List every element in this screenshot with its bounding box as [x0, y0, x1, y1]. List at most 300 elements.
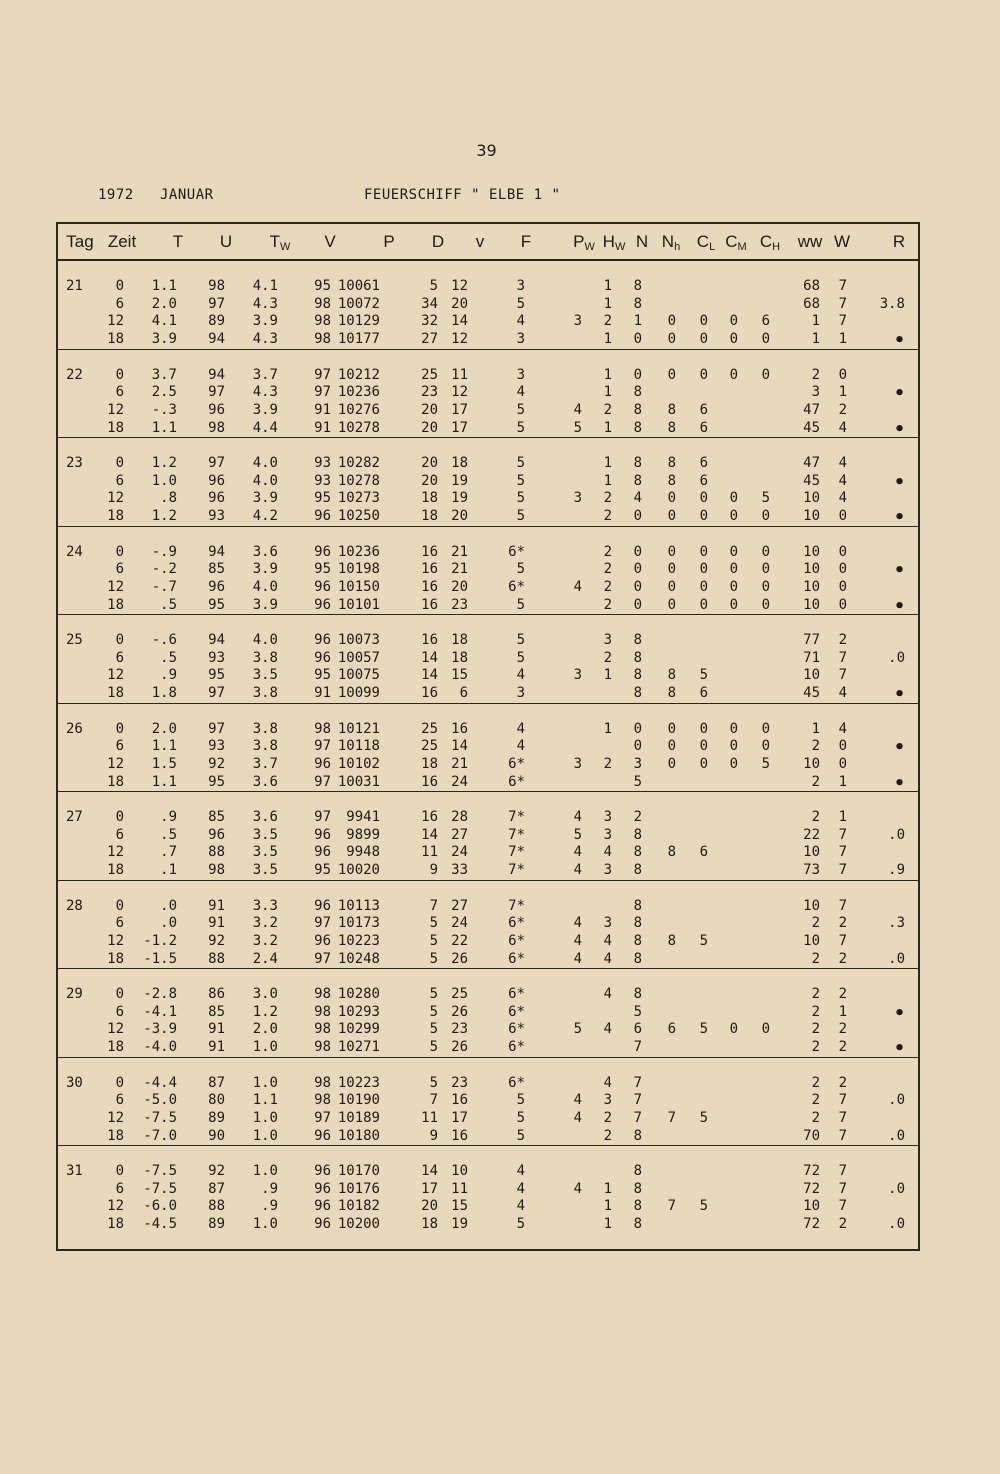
group-divider — [58, 1057, 918, 1058]
cell-n: 8 — [633, 915, 642, 932]
cell-ww: 72 — [803, 1216, 820, 1233]
cell-nh: 0 — [667, 508, 676, 525]
cell-cl: 0 — [699, 755, 708, 772]
cell-vv: 19 — [451, 490, 468, 507]
cell-d: 25 — [421, 720, 438, 737]
cell-vv: 21 — [451, 543, 468, 560]
cell-pw: 4 — [573, 915, 582, 932]
cell-f: 7* — [508, 809, 525, 825]
cell-hw: 2 — [603, 755, 612, 772]
cell-vv: 17 — [451, 401, 468, 418]
cell-zeit: 18 — [107, 862, 124, 879]
cell-hw: 1 — [603, 278, 612, 294]
cell-r: .0 — [888, 1092, 905, 1109]
cell-d: 25 — [421, 738, 438, 755]
cell-d: 20 — [421, 401, 438, 418]
cell-hw: 3 — [603, 1092, 612, 1109]
group-divider — [58, 349, 918, 350]
cell-ww: 2 — [811, 1021, 820, 1038]
cell-u: 96 — [208, 490, 225, 507]
cell-nh: 0 — [667, 596, 676, 613]
day-tag: 25 — [66, 632, 83, 648]
cell-p: 10072 — [337, 295, 380, 312]
cell-cl: 5 — [699, 1021, 708, 1038]
cell-d: 14 — [421, 649, 438, 666]
cell-f: 5 — [516, 419, 525, 436]
cell-w: 4 — [838, 720, 847, 737]
cell-cl: 5 — [699, 667, 708, 684]
cell-ww: 10 — [803, 543, 820, 560]
cell-n: 7 — [633, 1109, 642, 1126]
cell-ch: 0 — [761, 738, 770, 755]
cell-ww: 1 — [811, 313, 820, 330]
cell-n: 4 — [633, 490, 642, 507]
cell-t: 1.1 — [151, 738, 177, 755]
cell-hw: 2 — [603, 490, 612, 507]
cell-tw: 1.0 — [252, 1074, 278, 1091]
cell-ww: 72 — [803, 1163, 820, 1179]
cell-vv: 18 — [451, 455, 468, 471]
cell-hw: 2 — [603, 1127, 612, 1144]
group-divider — [58, 437, 918, 438]
column-header-label: R — [892, 232, 906, 251]
cell-p: 10101 — [337, 596, 380, 613]
cell-f: 5 — [516, 1216, 525, 1233]
column-header-label: P — [573, 232, 585, 251]
cell-t: 2.0 — [151, 720, 177, 737]
cell-zeit: 0 — [115, 278, 124, 294]
cell-w: 0 — [838, 543, 847, 560]
cell-u: 95 — [208, 773, 225, 790]
cell-f: 5 — [516, 455, 525, 471]
cell-n: 0 — [633, 331, 642, 348]
cell-t: 3.7 — [151, 366, 177, 383]
cell-n: 8 — [633, 1180, 642, 1197]
day-tag: 28 — [66, 897, 83, 914]
cell-n: 8 — [633, 1163, 642, 1179]
day-tag: 27 — [66, 809, 83, 825]
cell-n: 8 — [633, 950, 642, 967]
cell-hw: 3 — [603, 862, 612, 879]
cell-zeit: 12 — [107, 1198, 124, 1215]
cell-f: 3 — [516, 331, 525, 348]
cell-d: 16 — [421, 685, 438, 702]
column-header-subscript: L — [709, 241, 716, 253]
cell-r: • — [894, 1038, 905, 1060]
column-header-subscript: W — [280, 241, 291, 253]
cell-v: 95 — [314, 561, 331, 578]
column-header-label: Zeit — [107, 232, 137, 251]
cell-p: 10273 — [337, 490, 380, 507]
cell-vv: 25 — [451, 986, 468, 1002]
cell-u: 92 — [208, 932, 225, 949]
cell-v: 96 — [314, 1163, 331, 1179]
cell-w: 7 — [838, 1109, 847, 1126]
cell-ww: 73 — [803, 862, 820, 879]
cell-v: 97 — [314, 809, 331, 825]
cell-zeit: 0 — [115, 897, 124, 914]
column-header-label: N — [635, 232, 649, 251]
cell-w: 0 — [838, 366, 847, 383]
cell-zeit: 18 — [107, 1216, 124, 1233]
cell-v: 98 — [314, 1074, 331, 1091]
cell-hw: 2 — [603, 401, 612, 418]
cell-ww: 70 — [803, 1127, 820, 1144]
cell-d: 16 — [421, 596, 438, 613]
cell-f: 5 — [516, 632, 525, 648]
cell-u: 87 — [208, 1074, 225, 1091]
cell-r: .3 — [888, 915, 905, 932]
cell-ww: 47 — [803, 455, 820, 471]
cell-f: 4 — [516, 313, 525, 330]
group-divider — [58, 614, 918, 615]
cell-d: 18 — [421, 508, 438, 525]
cell-n: 8 — [633, 932, 642, 949]
page-number: 39 — [476, 141, 497, 160]
cell-v: 98 — [314, 720, 331, 737]
cell-ww: 10 — [803, 667, 820, 684]
cell-v: 98 — [314, 1021, 331, 1038]
cell-pw: 4 — [573, 1180, 582, 1197]
cell-zeit: 12 — [107, 844, 124, 861]
cell-n: 7 — [633, 1039, 642, 1056]
cell-n: 2 — [633, 809, 642, 825]
cell-tw: 1.0 — [252, 1039, 278, 1056]
cell-f: 6* — [508, 1074, 525, 1091]
cell-ww: 45 — [803, 472, 820, 489]
cell-ww: 10 — [803, 596, 820, 613]
cell-cm: 0 — [729, 490, 738, 507]
cell-u: 89 — [208, 313, 225, 330]
cell-r: • — [894, 330, 905, 352]
cell-p: 10223 — [337, 932, 380, 949]
cell-n: 8 — [633, 844, 642, 861]
cell-d: 5 — [429, 1039, 438, 1056]
cell-ww: 3 — [811, 384, 820, 401]
column-header-p — [383, 232, 394, 252]
cell-t: -4.5 — [143, 1216, 177, 1233]
cell-nh: 0 — [667, 561, 676, 578]
cell-u: 90 — [208, 1127, 225, 1144]
cell-hw: 1 — [603, 1198, 612, 1215]
cell-tw: 4.1 — [252, 278, 278, 294]
cell-n: 7 — [633, 1074, 642, 1091]
cell-w: 7 — [838, 1092, 847, 1109]
cell-p: 10182 — [337, 1198, 380, 1215]
cell-t: -6.0 — [143, 1198, 177, 1215]
cell-f: 4 — [516, 667, 525, 684]
cell-f: 5 — [516, 1127, 525, 1144]
cell-tw: 4.0 — [252, 472, 278, 489]
column-header-t — [173, 232, 183, 252]
cell-w: 2 — [838, 915, 847, 932]
cell-tw: 3.5 — [252, 826, 278, 843]
cell-ww: 10 — [803, 755, 820, 772]
cell-pw: 3 — [573, 490, 582, 507]
cell-ww: 10 — [803, 561, 820, 578]
cell-zeit: 0 — [115, 1163, 124, 1179]
cell-vv: 23 — [451, 1021, 468, 1038]
cell-f: 6* — [508, 915, 525, 932]
cell-v: 98 — [314, 1092, 331, 1109]
cell-t: .0 — [160, 897, 177, 914]
cell-t: -.2 — [151, 561, 177, 578]
cell-n: 0 — [633, 561, 642, 578]
cell-cl: 6 — [699, 685, 708, 702]
cell-v: 98 — [314, 1039, 331, 1056]
cell-vv: 15 — [451, 667, 468, 684]
cell-cl: 0 — [699, 596, 708, 613]
cell-v: 91 — [314, 401, 331, 418]
cell-t: .5 — [160, 649, 177, 666]
cell-pw: 4 — [573, 950, 582, 967]
cell-v: 97 — [314, 366, 331, 383]
column-header-subscript: h — [674, 241, 681, 253]
cell-r: .9 — [888, 862, 905, 879]
cell-u: 89 — [208, 1216, 225, 1233]
cell-d: 5 — [429, 932, 438, 949]
cell-ww: 47 — [803, 401, 820, 418]
cell-r: • — [894, 418, 905, 440]
cell-ww: 68 — [803, 295, 820, 312]
cell-cl: 6 — [699, 472, 708, 489]
cell-d: 5 — [429, 278, 438, 294]
cell-d: 16 — [421, 773, 438, 790]
cell-u: 98 — [208, 278, 225, 294]
cell-v: 98 — [314, 313, 331, 330]
cell-r: .0 — [888, 1127, 905, 1144]
cell-ww: 1 — [811, 720, 820, 737]
cell-tw: 3.2 — [252, 932, 278, 949]
cell-n: 8 — [633, 455, 642, 471]
cell-u: 96 — [208, 826, 225, 843]
cell-hw: 1 — [603, 1216, 612, 1233]
cell-p: 10020 — [337, 862, 380, 879]
cell-p: 10073 — [337, 632, 380, 648]
cell-w: 7 — [838, 1180, 847, 1197]
cell-vv: 20 — [451, 295, 468, 312]
cell-n: 8 — [633, 685, 642, 702]
cell-cl: 0 — [699, 490, 708, 507]
cell-r: • — [894, 684, 905, 706]
cell-cl: 6 — [699, 844, 708, 861]
cell-pw: 3 — [573, 755, 582, 772]
cell-ch: 0 — [761, 1021, 770, 1038]
cell-hw: 4 — [603, 986, 612, 1002]
cell-n: 8 — [633, 1198, 642, 1215]
cell-t: 1.1 — [151, 773, 177, 790]
cell-vv: 24 — [451, 915, 468, 932]
cell-d: 17 — [421, 1180, 438, 1197]
cell-cm: 0 — [729, 1021, 738, 1038]
cell-ch: 0 — [761, 508, 770, 525]
cell-t: -.7 — [151, 578, 177, 595]
cell-hw: 1 — [603, 472, 612, 489]
cell-v: 95 — [314, 862, 331, 879]
cell-v: 96 — [314, 649, 331, 666]
header-month: JANUAR — [160, 187, 214, 203]
cell-vv: 6 — [459, 685, 468, 702]
cell-vv: 16 — [451, 1092, 468, 1109]
cell-r: • — [894, 471, 905, 493]
cell-u: 88 — [208, 844, 225, 861]
cell-pw: 4 — [573, 932, 582, 949]
cell-p: 10121 — [337, 720, 380, 737]
cell-pw: 4 — [573, 809, 582, 825]
cell-pw: 3 — [573, 313, 582, 330]
column-header-vv — [476, 232, 485, 252]
cell-n: 5 — [633, 773, 642, 790]
cell-cm: 0 — [729, 508, 738, 525]
cell-tw: 4.0 — [252, 578, 278, 595]
column-header-ch — [760, 232, 780, 253]
cell-d: 18 — [421, 1216, 438, 1233]
cell-vv: 16 — [451, 720, 468, 737]
cell-u: 95 — [208, 667, 225, 684]
cell-n: 0 — [633, 596, 642, 613]
cell-t: -7.5 — [143, 1109, 177, 1126]
column-header-subscript: H — [772, 241, 781, 253]
cell-cl: 6 — [699, 401, 708, 418]
cell-t: 4.1 — [151, 313, 177, 330]
cell-t: -1.2 — [143, 932, 177, 949]
column-header-label: U — [219, 232, 233, 251]
cell-w: 2 — [838, 632, 847, 648]
cell-t: 2.5 — [151, 384, 177, 401]
cell-nh: 0 — [667, 490, 676, 507]
cell-pw: 4 — [573, 862, 582, 879]
cell-u: 85 — [208, 1003, 225, 1020]
cell-ch: 6 — [761, 313, 770, 330]
day-tag: 23 — [66, 455, 83, 471]
cell-r: • — [894, 507, 905, 529]
cell-ww: 10 — [803, 490, 820, 507]
cell-ch: 0 — [761, 720, 770, 737]
cell-u: 96 — [208, 578, 225, 595]
cell-f: 4 — [516, 1163, 525, 1179]
cell-f: 6* — [508, 1039, 525, 1056]
cell-t: 3.9 — [151, 331, 177, 348]
column-header-label: H — [602, 232, 615, 251]
cell-ww: 2 — [811, 1092, 820, 1109]
cell-u: 97 — [208, 685, 225, 702]
cell-tw: 3.7 — [252, 366, 278, 383]
day-tag: 22 — [66, 366, 83, 383]
cell-w: 1 — [838, 384, 847, 401]
cell-hw: 4 — [603, 950, 612, 967]
cell-p: 10212 — [337, 366, 380, 383]
cell-vv: 20 — [451, 508, 468, 525]
cell-nh: 7 — [667, 1109, 676, 1126]
cell-ww: 10 — [803, 932, 820, 949]
cell-u: 93 — [208, 508, 225, 525]
cell-zeit: 12 — [107, 401, 124, 418]
cell-hw: 2 — [603, 561, 612, 578]
cell-d: 5 — [429, 1021, 438, 1038]
cell-hw: 2 — [603, 649, 612, 666]
cell-t: -4.1 — [143, 1003, 177, 1020]
cell-d: 20 — [421, 472, 438, 489]
column-header-hw — [603, 232, 626, 253]
cell-n: 8 — [633, 384, 642, 401]
cell-w: 7 — [838, 295, 847, 312]
cell-ww: 77 — [803, 632, 820, 648]
cell-v: 96 — [314, 578, 331, 595]
cell-nh: 0 — [667, 313, 676, 330]
header-station: FEUERSCHIFF " ELBE 1 " — [364, 187, 561, 203]
cell-n: 7 — [633, 1092, 642, 1109]
column-header-row — [58, 224, 918, 261]
cell-nh: 8 — [667, 472, 676, 489]
cell-u: 97 — [208, 455, 225, 471]
cell-cl: 0 — [699, 508, 708, 525]
cell-tw: 3.9 — [252, 561, 278, 578]
cell-f: 5 — [516, 1092, 525, 1109]
cell-p: 10280 — [337, 986, 380, 1002]
cell-zeit: 18 — [107, 508, 124, 525]
day-tag: 24 — [66, 543, 83, 560]
cell-hw: 2 — [603, 508, 612, 525]
cell-u: 91 — [208, 1039, 225, 1056]
cell-ww: 10 — [803, 508, 820, 525]
cell-vv: 16 — [451, 1127, 468, 1144]
column-header-label: Tag — [66, 232, 94, 251]
cell-tw: 3.9 — [252, 490, 278, 507]
cell-u: 91 — [208, 915, 225, 932]
cell-nh: 0 — [667, 331, 676, 348]
cell-n: 0 — [633, 508, 642, 525]
cell-r: • — [894, 383, 905, 405]
cell-vv: 26 — [451, 1003, 468, 1020]
cell-f: 6* — [508, 773, 525, 790]
cell-cl: 5 — [699, 932, 708, 949]
column-header-pw — [573, 232, 595, 253]
cell-tw: 4.4 — [252, 419, 278, 436]
cell-cl: 5 — [699, 1198, 708, 1215]
cell-n: 8 — [633, 419, 642, 436]
column-header-label: N — [661, 232, 675, 251]
cell-v: 97 — [314, 950, 331, 967]
cell-ww: 2 — [811, 1003, 820, 1020]
cell-n: 8 — [633, 862, 642, 879]
column-header-label: T — [172, 232, 184, 251]
cell-nh: 8 — [667, 455, 676, 471]
cell-zeit: 12 — [107, 1021, 124, 1038]
cell-ww: 45 — [803, 685, 820, 702]
cell-u: 88 — [208, 1198, 225, 1215]
cell-cm: 0 — [729, 543, 738, 560]
cell-t: -7.5 — [143, 1180, 177, 1197]
cell-w: 0 — [838, 508, 847, 525]
cell-hw: 2 — [603, 1109, 612, 1126]
cell-tw: 3.5 — [252, 667, 278, 684]
cell-f: 5 — [516, 295, 525, 312]
cell-ch: 5 — [761, 490, 770, 507]
cell-vv: 19 — [451, 1216, 468, 1233]
cell-tw: 3.9 — [252, 596, 278, 613]
cell-n: 0 — [633, 543, 642, 560]
cell-d: 5 — [429, 986, 438, 1002]
cell-p: 10075 — [337, 667, 380, 684]
cell-r: • — [894, 772, 905, 794]
cell-ch: 0 — [761, 578, 770, 595]
cell-zeit: 12 — [107, 1109, 124, 1126]
cell-tw: 3.3 — [252, 897, 278, 914]
cell-d: 7 — [429, 897, 438, 914]
cell-vv: 19 — [451, 472, 468, 489]
cell-v: 93 — [314, 455, 331, 471]
cell-hw: 4 — [603, 844, 612, 861]
